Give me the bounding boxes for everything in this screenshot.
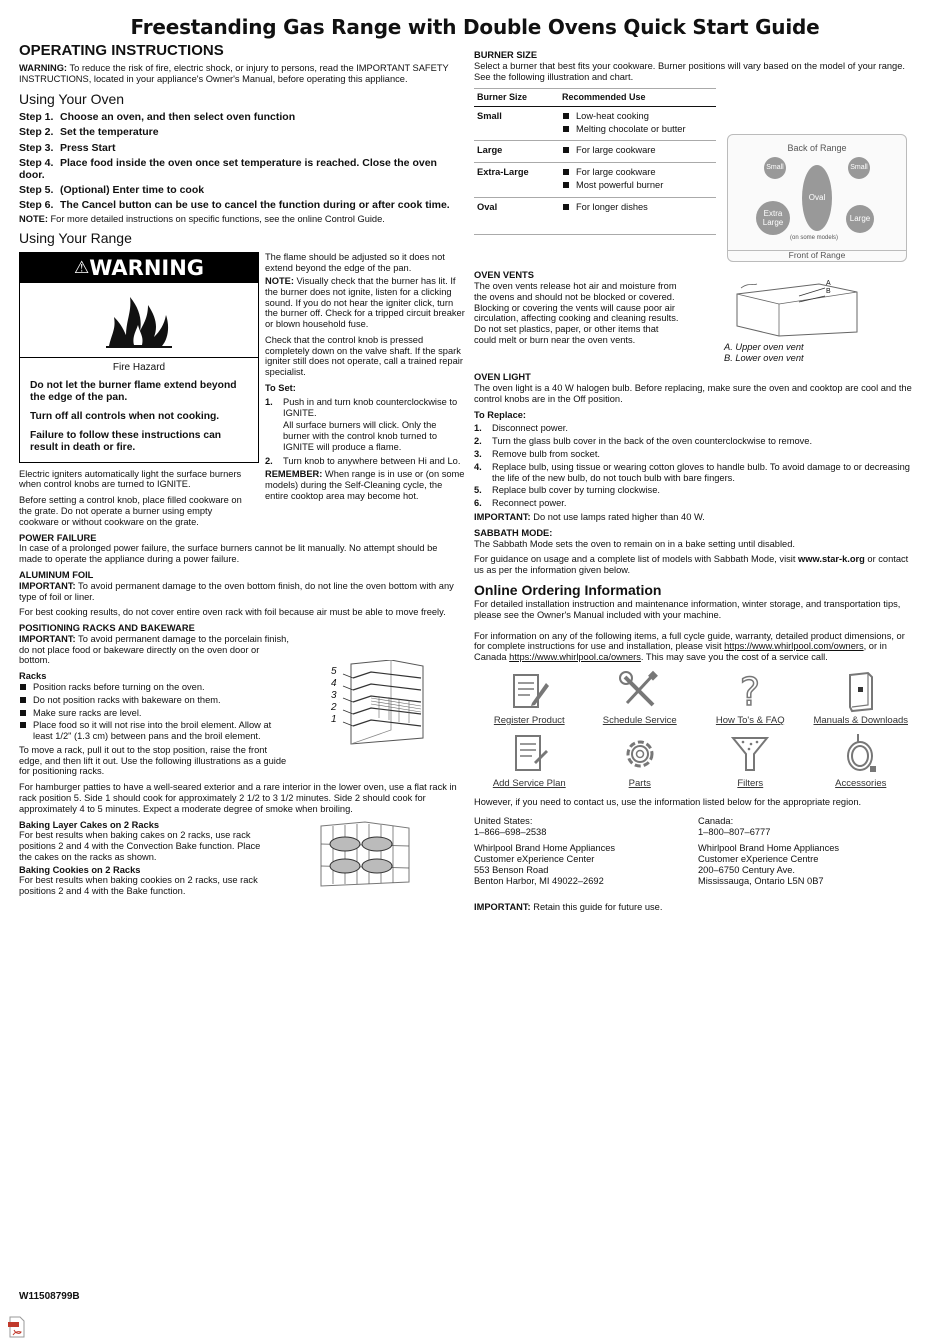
warning-triangle-icon: ⚠ bbox=[73, 258, 90, 279]
list-item: 3. Remove bulb from socket. bbox=[474, 449, 600, 460]
to-set-step: All surface burners will click. Only the burner with the control knob turned to IGNITE will produce a flame. bbox=[283, 420, 438, 452]
table-row: Oval For longer dishes bbox=[474, 197, 716, 235]
racks-important: IMPORTANT: To avoid permanent damage to the porcelain finish, do not place food or bakeware directly on the oven door or bottom. bbox=[19, 633, 289, 666]
rack-position-numbers: 5 4 3 2 1 bbox=[331, 665, 337, 725]
question-mark-icon bbox=[727, 669, 773, 713]
foil-best-results: For best cooking results, do not cover entire oven rack with foil because air must be able to move freely. bbox=[19, 607, 446, 618]
burner-size-heading: BURNER SIZE bbox=[474, 50, 538, 60]
oval-burner: Oval bbox=[802, 165, 832, 231]
warning-line: Turn off all controls when not cooking. bbox=[30, 410, 220, 422]
sabbath-text: The Sabbath Mode sets the oven to remain on in a bake setting until disabled. bbox=[474, 538, 795, 549]
oven-step: Step 1. Choose an oven, and then select oven function bbox=[19, 111, 296, 124]
svg-text:?: ? bbox=[740, 669, 761, 713]
oven-light-heading: OVEN LIGHT bbox=[474, 372, 531, 383]
table-row: Small Low-heat cooking Melting chocolate or butter bbox=[474, 106, 716, 141]
foil-important: IMPORTANT: To avoid permanent damage to the oven bottom finish, do not line the oven bottom with any type of foil or liner. bbox=[19, 580, 454, 602]
contact-addresses bbox=[474, 816, 916, 887]
range-note: NOTE: Visually check that the burner has lit. If the burner does not ignite, listen for a clicking sound. If you do not hear the igniter click, turn the burner off. Check for a tripped circuit breaker or blown household fuse. bbox=[265, 275, 465, 330]
manuals-downloads-link[interactable]: Manuals & Downloads bbox=[806, 669, 917, 726]
small-burner: Small bbox=[764, 157, 786, 179]
column-header: Recommended Use bbox=[559, 89, 716, 106]
clipboard-pencil-icon bbox=[506, 669, 552, 713]
to-set-heading: To Set: bbox=[265, 383, 296, 393]
list-item: 1. Disconnect power. bbox=[474, 423, 568, 434]
power-failure-heading: POWER FAILURE bbox=[19, 532, 97, 543]
gear-icon bbox=[617, 732, 663, 776]
canada-contact: Canada: 1–800–807–6777 Whirlpool Brand Home Appliances Customer eXperience Centre 200–6750 Century Ave. Mississauga, Ontario L5N 0B7 bbox=[698, 815, 840, 886]
manual-book-icon bbox=[838, 669, 884, 713]
oven-step: Step 4. Place food inside the oven once set temperature is reached. Close the oven door. bbox=[19, 156, 437, 181]
list-item: 5. Replace bulb cover by turning clockwise. bbox=[474, 485, 660, 496]
document-part-number: W11508799B bbox=[19, 1291, 80, 1302]
to-replace-heading: To Replace: bbox=[474, 409, 527, 420]
table-row: Large For large cookware bbox=[474, 141, 716, 163]
to-set-steps bbox=[265, 397, 465, 467]
retain-guide-note: IMPORTANT: Retain this guide for future use. bbox=[474, 902, 663, 913]
power-failure-text: In case of a prolonged power failure, the surface burners cannot be lit manually. No attempt should be made to operate the appliance during a power failure. bbox=[19, 543, 438, 565]
ordering-text-1: For detailed installation instruction and maintenance information, winter storage, and transportation tips, please see the Owner's Manual included with your machine. bbox=[474, 599, 901, 620]
register-product-link[interactable]: Register Product bbox=[474, 669, 585, 726]
cooktop-burner-diagram: Back of Range Small Small Oval Extra Large Large (on some models) Front of Range bbox=[727, 134, 907, 262]
using-oven-heading: Using Your Oven bbox=[19, 90, 125, 107]
pdf-file-icon bbox=[8, 1316, 26, 1341]
fire-hazard-label: Fire Hazard bbox=[112, 362, 166, 374]
oven-step: Step 5. (Optional) Enter time to cook bbox=[19, 184, 205, 197]
remember-text: REMEMBER: When range is in use or (on some models) during the Self-Cleaning cycle, the entire cooktop area may become hot. bbox=[265, 469, 465, 502]
list-item: Place food so it will not rise into the broil element. Allow at least 1/2" (1.3 cm) between pans and the broil element. bbox=[19, 720, 289, 742]
positioning-racks-heading: POSITIONING RACKS AND BAKEWARE bbox=[19, 623, 195, 634]
list-item: Make sure racks are level. bbox=[19, 708, 289, 719]
burner-size-text: Select a burner that best fits your cookware. Burner positions will vary based on the model of your range. See the following illustration and chart. bbox=[474, 60, 905, 82]
oven-step: Step 6. The Cancel button can be use to cancel the function during or after cook time. bbox=[19, 199, 450, 212]
list-item: 4. Replace bulb, using tissue or wearing cotton gloves to handle bulb. To avoid damage to or decreasing the life of the new bulb, do not touch bulb with bare fingers. bbox=[474, 461, 910, 483]
oven-note: NOTE: For more detailed instructions on specific functions, see the online Control Guide. bbox=[19, 214, 385, 225]
burner-size-section bbox=[474, 88, 916, 261]
contact-text: However, if you need to contact us, use the information listed below for the appropriate region. bbox=[474, 797, 862, 808]
oven-vents-section bbox=[474, 270, 916, 368]
oven-steps-list bbox=[19, 111, 459, 211]
hose-coil-icon bbox=[838, 732, 884, 776]
warning-body bbox=[20, 358, 258, 461]
igniters-text: Electric igniters automatically light the surface burners when control knobs are turned to IGNITE. bbox=[19, 468, 242, 490]
check-knob-text: Check that the control knob is pressed completely down on the valve shaft. If the spark igniter still does not operate, call a trained repair specialist. bbox=[265, 334, 463, 378]
parts-link[interactable]: Parts bbox=[585, 732, 696, 789]
cookies-heading: Baking Cookies on 2 Racks bbox=[19, 864, 141, 875]
whirlpool-ca-link[interactable]: https://www.whirlpool.ca/owners bbox=[509, 652, 641, 663]
operating-instructions-heading: OPERATING INSTRUCTIONS bbox=[19, 42, 224, 59]
oven-vents-heading: OVEN VENTS bbox=[474, 270, 534, 281]
oven-step: Step 2. Set the temperature bbox=[19, 126, 159, 139]
using-range-heading: Using Your Range bbox=[19, 230, 132, 247]
operating-warning: WARNING: To reduce the risk of fire, electric shock, or injury to persons, read the IMPORTANT SAFETY INSTRUCTIONS, located in your appliance's Owner's Manual, before operating this appliance. bbox=[19, 63, 449, 85]
cakes-text: For best results when baking cakes on 2 racks, use rack positions 2 and 4 with the Convection Bake function. Place the cakes on the racks as shown. bbox=[19, 830, 261, 862]
filters-link[interactable]: Filters bbox=[695, 732, 806, 789]
to-set-step: 1. Push in and turn knob counterclockwise to IGNITE. bbox=[265, 396, 458, 418]
baking-section bbox=[19, 820, 459, 897]
oven-vents-legend: A. Upper oven vent B. Lower oven vent bbox=[724, 342, 804, 364]
aluminum-foil-heading: ALUMINUM FOIL bbox=[19, 569, 94, 580]
move-rack-text: To move a rack, pull it out to the stop position, raise the front edge, and then lift it out. Use the following illustrations as a guide for positioning racks. bbox=[19, 744, 287, 777]
small-burner: Small bbox=[848, 157, 870, 179]
list-item: Position racks before turning on the oven. bbox=[19, 682, 289, 693]
list-item: 6. Reconnect power. bbox=[474, 498, 567, 509]
fire-hazard-flame-icon bbox=[20, 283, 258, 358]
wrench-screwdriver-icon bbox=[617, 669, 663, 713]
table-row: Extra-Large For large cookware Most powerful burner bbox=[474, 163, 716, 198]
oven-vents-illustration: A B bbox=[729, 276, 859, 338]
schedule-service-link[interactable]: Schedule Service bbox=[585, 669, 696, 726]
flame-text: The flame should be adjusted so it does not extend beyond the edge of the pan. bbox=[265, 252, 445, 274]
table-header-row bbox=[474, 89, 716, 106]
warning-banner: ⚠WARNING bbox=[20, 253, 258, 283]
list-item: Do not position racks with bakeware on them. bbox=[19, 695, 289, 706]
fire-warning-box bbox=[19, 252, 259, 462]
replace-bulb-steps bbox=[474, 423, 916, 508]
service-icons-grid bbox=[474, 669, 916, 789]
warning-line: Do not let the burner flame extend beyond the edge of the pan. bbox=[30, 380, 237, 403]
rack-positions-illustration bbox=[331, 660, 441, 750]
page-title: Freestanding Gas Range with Double Ovens Quick Start Guide bbox=[130, 15, 820, 39]
oven-vents-text: The oven vents release hot air and moisture from the ovens and should not be blocked or covered. Blocking or covering the vents will cause poor air circulation, affecting cooking and cleaning results. Do not set plastics, paper, or other items that could melt or burn near the oven vents. bbox=[474, 281, 679, 346]
right-column bbox=[474, 50, 916, 918]
racks-subheading: Racks bbox=[19, 671, 47, 682]
oven-step: Step 3. Press Start bbox=[19, 141, 116, 154]
left-column bbox=[19, 42, 465, 902]
whirlpool-us-link[interactable]: https://www.whirlpool.com/owners bbox=[724, 641, 864, 652]
light-important: IMPORTANT: Do not use lamps rated higher than 40 W. bbox=[474, 511, 705, 522]
service-plan-document-icon bbox=[506, 732, 552, 776]
racks-list bbox=[19, 682, 289, 742]
hamburger-text: For hamburger patties to have a well-seared exterior and a rare interior in the lower oven, use a flat rack in rack position 5. Side 1 should cook for approximately 2 1/2 to 3 1/2 minutes. Side 2 should cook for approximately 4 to 5 minutes. Expect a moderate degree of smoke when broiling. bbox=[19, 782, 457, 814]
funnel-filter-icon bbox=[727, 732, 773, 776]
sabbath-heading: SABBATH MODE: bbox=[474, 527, 553, 538]
star-k-link[interactable]: www.star-k.org bbox=[798, 554, 865, 565]
burner-size-table bbox=[474, 88, 716, 235]
add-service-plan-link[interactable]: Add Service Plan bbox=[474, 732, 585, 789]
cakes-heading: Baking Layer Cakes on 2 Racks bbox=[19, 819, 160, 830]
racks-section bbox=[19, 634, 459, 777]
accessories-link[interactable]: Accessories bbox=[806, 732, 917, 789]
oven-light-text: The oven light is a 40 W halogen bulb. Before replacing, make sure the oven and cooktop are cool and the control knobs are in the Off position. bbox=[474, 383, 912, 404]
before-setting-text: Before setting a control knob, place filled cookware on the grate. Do not operate a burner using empty cookware or without cookware on the grate. bbox=[19, 495, 242, 527]
large-burner: Large bbox=[846, 205, 874, 233]
cookies-text: For best results when baking cookies on 2 racks, use rack positions 2 and 4 with the Bake function. bbox=[19, 875, 258, 897]
online-ordering-heading: Online Ordering Information bbox=[474, 581, 662, 598]
us-contact: United States: 1–866–698–2538 Whirlpool Brand Home Appliances Customer eXperience Center 553 Benson Road Benton Harbor, MI 49022–2692 bbox=[474, 815, 616, 886]
column-header: Burner Size bbox=[474, 89, 559, 106]
cakes-on-racks-illustration bbox=[315, 820, 415, 888]
to-set-step: 2. Turn knob to anywhere between Hi and Lo. bbox=[265, 455, 461, 466]
extra-large-burner: Extra Large bbox=[756, 201, 790, 235]
warning-line: Failure to follow these instructions can result in death or fire. bbox=[30, 429, 222, 453]
list-item: 2. Turn the glass bulb cover in the back of the oven counterclockwise to remove. bbox=[474, 436, 813, 447]
how-tos-faq-link[interactable]: ? How To's & FAQ bbox=[715, 669, 785, 726]
sabbath-guidance: For guidance on usage and a complete list of models with Sabbath Mode, visit www.star-k.org or contact us as per the information given below. bbox=[474, 554, 909, 576]
ordering-text-2: For information on any of the following items, a full cycle guide, warranty, detailed product dimensions, or for complete instructions for use and installation, please visit https://www.whirlpool.com/owners, or in Canada https://www.whirlpool.ca/owners. This may save you the cost of a service call. bbox=[474, 630, 905, 663]
range-instructions bbox=[265, 252, 465, 506]
